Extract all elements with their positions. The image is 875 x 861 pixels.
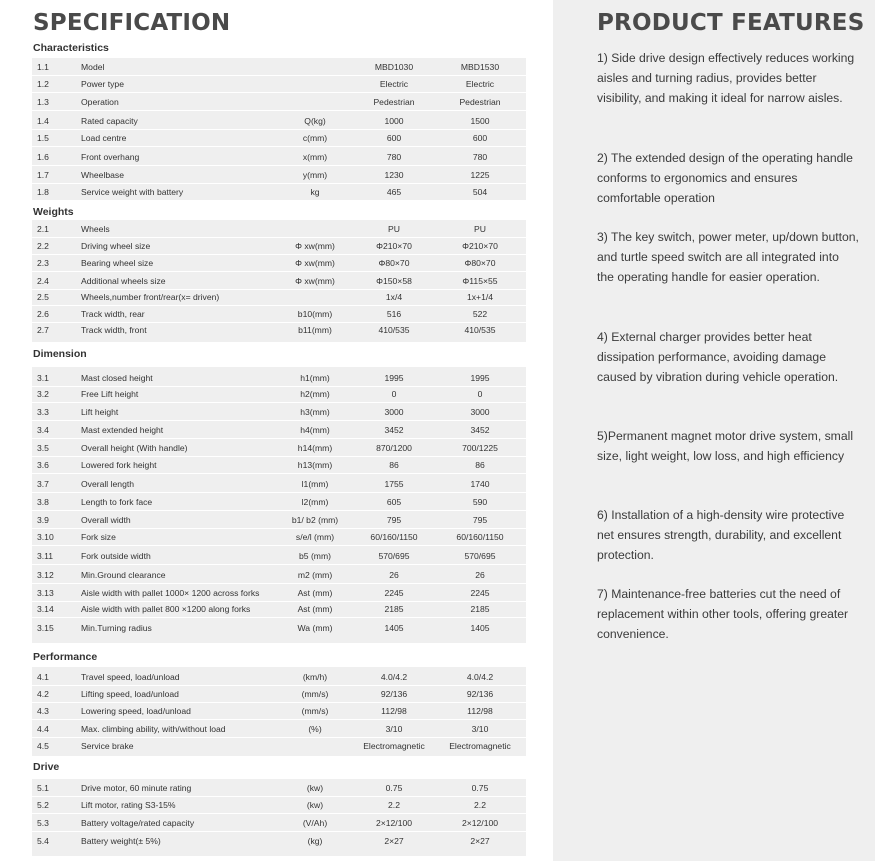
value-mbd1030: 1x/4 [385,292,403,302]
value-mbd1530: 1500 [470,116,490,126]
row-unit: h3(mm) [300,407,330,417]
feature-item: 2) The extended design of the operating handle conforms to ergonomics and ensures comfortable operation [597,151,853,205]
row-label: Lowered fork height [81,460,157,470]
row-divider [32,813,526,814]
row-label: Min.Ground clearance [81,570,166,580]
section-title: Performance [33,651,98,663]
row-number: 3.2 [37,389,49,399]
row-label: Load centre [81,133,127,143]
row-label: Bearing wheel size [81,258,154,268]
row-number: 2.5 [37,292,49,302]
row-unit: l1(mm) [301,479,329,489]
row-number: 4.5 [37,741,49,751]
row-unit: Wa (mm) [297,623,333,633]
row-label: Lift motor, rating S3-15% [81,800,176,810]
row-divider [32,702,526,703]
value-mbd1530: MBD1530 [460,62,500,72]
spec-table-section [32,779,526,856]
feature-item: 1) Side drive design effectively reduces working aisles and turning radius, provides better visibility, and making it ideal for narrow aisles. [597,51,855,105]
row-divider [32,420,526,421]
value-mbd1030: 4.0/4.2 [380,672,408,682]
row-divider [32,545,526,546]
row-number: 1.3 [37,97,49,107]
row-unit: Φ xw(mm) [295,258,335,268]
row-label: Min.Turning radius [81,623,152,633]
value-mbd1530: 92/136 [466,689,494,699]
row-unit: c(mm) [302,133,328,143]
row-unit: b11(mm) [298,325,332,335]
value-mbd1030: 2×27 [384,836,404,846]
row-unit: h13(mm) [297,460,333,470]
row-label: Length to fork face [81,497,153,507]
row-label: Overall height (With handle) [81,443,188,453]
row-unit: (V/Ah) [302,818,328,828]
row-label: Wheels [81,224,110,234]
value-mbd1530: 1x+1/4 [466,292,494,302]
row-unit: b1/ b2 (mm) [291,515,339,525]
value-mbd1030: 0 [391,389,397,399]
value-mbd1530: 1740 [470,479,490,489]
row-number: 4.1 [37,672,49,682]
value-mbd1030: 570/695 [378,551,410,561]
row-divider [32,165,526,166]
row-label: Driving wheel size [81,241,151,251]
spec-table-section [32,667,526,756]
row-unit: x(mm) [302,152,328,162]
row-divider [32,438,526,439]
row-number: 3.9 [37,515,49,525]
value-mbd1530: Electromagnetic [449,741,511,751]
section-title: Characteristics [33,42,109,54]
row-divider [32,183,526,184]
row-number: 2.1 [37,224,49,234]
row-divider [32,492,526,493]
row-label: Aisle width with pallet 800 ×1200 along forks [81,604,251,614]
product-features-title: PRODUCT FEATURES [597,10,865,36]
row-number: 3.12 [37,570,54,580]
row-label: Aisle width with pallet 1000× 1200 across forks [81,588,260,598]
row-label: Track width, rear [81,309,145,319]
value-mbd1030: 795 [386,515,402,525]
section-title: Weights [33,206,74,218]
row-number: 3.15 [37,623,54,633]
row-number: 4.4 [37,724,49,734]
value-mbd1530: 780 [472,152,488,162]
row-label: Lift height [81,407,119,417]
value-mbd1530: Pedestrian [459,97,501,107]
feature-item: 5)Permanent magnet motor drive system, small size, light weight, low loss, and high efficiency [597,429,854,463]
row-label: Operation [81,97,119,107]
row-number: 1.6 [37,152,49,162]
row-label: Model [81,62,105,72]
value-mbd1030: 2.2 [388,800,400,810]
row-label: Rated capacity [81,116,138,126]
row-divider [32,75,526,76]
value-mbd1030: Pedestrian [373,97,415,107]
feature-item: 4) External charger provides better heat dissipation performance, avoiding damage caused by vibration during vehicle operation. [597,330,839,384]
row-number: 2.4 [37,276,49,286]
row-divider [32,601,526,602]
value-mbd1530: 0.75 [471,783,489,793]
value-mbd1030: 516 [386,309,402,319]
row-unit: (km/h) [302,672,328,682]
value-mbd1530: 3000 [470,407,490,417]
row-label: Mast extended height [81,425,164,435]
feature-item: 6) Installation of a high-density wire protective net ensures strength, durability, and excellent protection. [597,508,845,562]
value-mbd1030: 465 [386,187,402,197]
value-mbd1530: 570/695 [464,551,496,561]
row-number: 5.2 [37,800,49,810]
row-number: 1.7 [37,170,49,180]
value-mbd1530: 3/10 [471,724,489,734]
row-label: Track width, front [81,325,147,335]
row-number: 1.2 [37,79,49,89]
value-mbd1030: 2245 [384,588,404,598]
value-mbd1530: 2245 [470,588,490,598]
value-mbd1030: Φ80×70 [378,258,410,268]
row-label: Wheels,number front/rear(x= driven) [81,292,220,302]
row-label: Wheelbase [81,170,124,180]
value-mbd1030: 870/1200 [376,443,412,453]
row-number: 3.4 [37,425,49,435]
row-divider [32,386,526,387]
row-number: 3.14 [37,604,54,614]
row-label: Service brake [81,741,134,751]
specification-title: SPECIFICATION [33,10,231,36]
value-mbd1530: 522 [472,309,488,319]
row-unit: h14(mm) [297,443,333,453]
row-unit: Q(kg) [304,116,326,126]
feature-item: 3) The key switch, power meter, up/down button, and turtle speed switch are all integrated into the operating handle for easier operation. [597,230,859,284]
row-label: Mast closed height [81,373,153,383]
row-unit: h1(mm) [300,373,330,383]
row-label: Battery voltage/rated capacity [81,818,195,828]
value-mbd1530: 700/1225 [462,443,498,453]
row-number: 2.2 [37,241,49,251]
row-divider [32,617,526,618]
value-mbd1030: Electric [379,79,409,89]
row-divider [32,564,526,565]
value-mbd1030: Electromagnetic [363,741,425,751]
value-mbd1530: 2.2 [474,800,486,810]
value-mbd1030: MBD1030 [374,62,414,72]
spec-table-section [32,220,526,342]
row-divider [32,685,526,686]
row-number: 3.1 [37,373,49,383]
value-mbd1030: 1755 [384,479,404,489]
row-unit: l2(mm) [301,497,329,507]
value-mbd1030: 86 [389,460,399,470]
row-unit: b5 (mm) [299,551,331,561]
value-mbd1030: 0.75 [385,783,403,793]
row-unit: h4(mm) [300,425,330,435]
row-number: 1.5 [37,133,49,143]
row-divider [32,831,526,832]
row-divider [32,237,526,238]
row-number: 1.1 [37,62,49,72]
row-label: Drive motor, 60 minute rating [81,783,192,793]
row-divider [32,528,526,529]
row-divider [32,719,526,720]
value-mbd1530: 1225 [470,170,490,180]
value-mbd1530: 26 [475,570,485,580]
row-divider [32,737,526,738]
row-unit: h2(mm) [300,389,330,399]
value-mbd1530: 0 [477,389,483,399]
row-divider [32,796,526,797]
value-mbd1030: 3/10 [385,724,403,734]
row-unit: (%) [308,724,322,734]
row-unit: b10(mm) [297,309,333,319]
value-mbd1030: 26 [389,570,399,580]
row-divider [32,473,526,474]
value-mbd1530: 2×12/100 [461,818,499,828]
row-unit: s/e/l (mm) [295,532,335,542]
row-number: 3.10 [37,532,54,542]
row-divider [32,271,526,272]
row-divider [32,305,526,306]
row-unit: Ast (mm) [297,604,333,614]
value-mbd1530: 1405 [470,623,490,633]
value-mbd1530: Φ80×70 [464,258,496,268]
row-divider [32,289,526,290]
row-divider [32,110,526,111]
row-label: Fork outside width [81,551,151,561]
value-mbd1030: 3452 [384,425,404,435]
value-mbd1030: 60/160/1150 [370,532,418,542]
value-mbd1030: 2185 [384,604,404,614]
row-unit: (mm/s) [301,706,329,716]
row-unit: (kw) [306,800,324,810]
row-number: 3.5 [37,443,49,453]
value-mbd1030: Φ210×70 [376,241,412,251]
value-mbd1030: Φ150×58 [376,276,412,286]
value-mbd1530: 86 [475,460,485,470]
value-mbd1030: 1405 [384,623,404,633]
row-number: 3.3 [37,407,49,417]
row-label: Overall length [81,479,135,489]
row-label: Max. climbing ability, with/without load [81,724,226,734]
row-number: 5.4 [37,836,49,846]
row-divider [32,583,526,584]
value-mbd1530: 2185 [470,604,490,614]
value-mbd1030: 2×12/100 [375,818,413,828]
row-unit: y(mm) [302,170,328,180]
value-mbd1030: 112/98 [381,706,407,716]
value-mbd1530: Φ210×70 [462,241,498,251]
row-label: Power type [81,79,124,89]
row-unit: (kg) [307,836,323,846]
row-label: Service weight with battery [81,187,184,197]
row-unit: (mm/s) [301,689,329,699]
row-divider [32,92,526,93]
row-number: 1.8 [37,187,49,197]
value-mbd1530: 504 [472,187,488,197]
row-label: Front overhang [81,152,140,162]
row-unit: m2 (mm) [297,570,333,580]
row-unit: Φ xw(mm) [295,241,335,251]
spec-table-section [32,367,526,643]
row-unit: (kw) [306,783,324,793]
row-label: Battery weight(± 5%) [81,836,161,846]
row-number: 3.6 [37,460,49,470]
row-number: 2.3 [37,258,49,268]
value-mbd1030: 780 [386,152,402,162]
row-unit: Ast (mm) [297,588,333,598]
row-label: Free Lift height [81,389,139,399]
value-mbd1030: 1230 [384,170,404,180]
row-divider [32,254,526,255]
row-number: 5.3 [37,818,49,828]
value-mbd1530: 3452 [470,425,490,435]
value-mbd1030: 3000 [384,407,404,417]
value-mbd1030: 605 [386,497,402,507]
value-mbd1030: PU [388,224,400,234]
value-mbd1530: 112/98 [467,706,493,716]
row-number: 3.8 [37,497,49,507]
value-mbd1530: 600 [472,133,488,143]
row-label: Lowering speed, load/unload [81,706,191,716]
row-divider [32,146,526,147]
value-mbd1530: 795 [472,515,488,525]
row-number: 2.6 [37,309,49,319]
value-mbd1030: 1000 [384,116,404,126]
value-mbd1530: 410/535 [464,325,496,335]
value-mbd1530: 60/160/1150 [456,532,504,542]
value-mbd1530: PU [474,224,486,234]
value-mbd1530: Φ115×55 [462,276,498,286]
row-unit: Φ xw(mm) [295,276,335,286]
row-number: 4.3 [37,706,49,716]
section-title: Dimension [33,348,87,360]
row-number: 3.13 [37,588,54,598]
row-number: 3.11 [37,551,54,561]
row-unit: kg [310,187,320,197]
row-divider [32,402,526,403]
value-mbd1030: 92/136 [380,689,408,699]
row-label: Fork size [81,532,116,542]
value-mbd1530: Electric [465,79,495,89]
value-mbd1530: 4.0/4.2 [466,672,494,682]
row-label: Travel speed, load/unload [81,672,180,682]
row-number: 5.1 [37,783,49,793]
row-divider [32,129,526,130]
value-mbd1530: 590 [472,497,488,507]
section-title: Drive [33,761,60,773]
feature-item: 7) Maintenance-free batteries cut the need of replacement within other tools, offering greater convenience. [597,587,849,641]
row-divider [32,322,526,323]
row-number: 1.4 [37,116,49,126]
row-divider [32,456,526,457]
row-number: 4.2 [37,689,49,699]
row-number: 2.7 [37,325,49,335]
row-number: 3.7 [37,479,49,489]
value-mbd1030: 410/535 [378,325,410,335]
row-label: Lifting speed, load/unload [81,689,179,699]
value-mbd1030: 600 [386,133,402,143]
row-label: Overall width [81,515,131,525]
spec-table-section [32,58,526,200]
value-mbd1030: 1995 [384,373,404,383]
value-mbd1530: 1995 [470,373,490,383]
row-divider [32,510,526,511]
value-mbd1530: 2×27 [470,836,490,846]
row-label: Additional wheels size [81,276,166,286]
